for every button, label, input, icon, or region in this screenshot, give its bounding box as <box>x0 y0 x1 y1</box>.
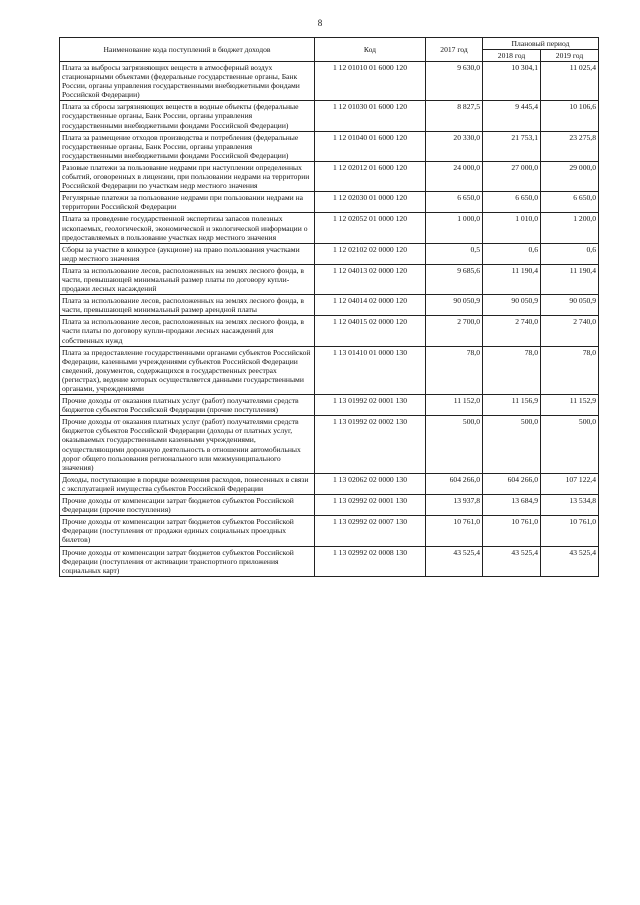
row-value-2018: 13 684,9 <box>483 495 541 516</box>
row-value-2019: 11 025,4 <box>541 62 599 101</box>
row-value-2019: 29 000,0 <box>541 161 599 191</box>
row-value-2017: 6 650,0 <box>426 192 483 213</box>
row-value-2018: 6 650,0 <box>483 192 541 213</box>
table-row <box>60 546 599 576</box>
row-name: Прочие доходы от компенсации затрат бюджетов субъектов Российской Федерации (поступления от активации транспортного приложения социальных карт) <box>60 546 315 576</box>
row-value-2017: 9 630,0 <box>426 62 483 101</box>
table-row <box>60 516 599 546</box>
row-code: 1 13 02992 02 0001 130 <box>315 495 426 516</box>
row-name: Плата за предоставление государственными органами субъектов Российской Федерации, казенными учреждениями субъектов Российской Федерации сведений, документов, содержащихся в государственных реестрах (регистрах), ведение которых осуществляется данными государственными органами, учреждениями <box>60 346 315 394</box>
row-value-2019: 78,0 <box>541 346 599 394</box>
row-code: 1 13 01992 02 0002 130 <box>315 416 426 474</box>
row-value-2018: 9 445,4 <box>483 101 541 131</box>
row-name: Регулярные платежи за пользование недрами при пользовании недрами на территории Российской Федерации <box>60 192 315 213</box>
row-value-2019: 2 740,0 <box>541 316 599 346</box>
row-code: 1 13 01992 02 0001 130 <box>315 395 426 416</box>
row-name: Плата за проведение государственной экспертизы запасов полезных ископаемых, геологической, экономической и экологической информации о предоставляемых в пользование участках недр местного значения <box>60 213 315 243</box>
row-code: 1 12 02052 01 0000 120 <box>315 213 426 243</box>
row-value-2019: 13 534,8 <box>541 495 599 516</box>
row-name: Плата за сбросы загрязняющих веществ в водные объекты (федеральные государственные органы, Банк России, органы управления государственными внебюджетными фондами Российской Федерации) <box>60 101 315 131</box>
row-value-2017: 604 266,0 <box>426 473 483 494</box>
row-value-2019: 11 190,4 <box>541 264 599 294</box>
row-value-2019: 10 106,6 <box>541 101 599 131</box>
row-name: Прочие доходы от компенсации затрат бюджетов субъектов Российской Федерации (поступления от продажи единых социальных проездных билетов) <box>60 516 315 546</box>
row-value-2018: 500,0 <box>483 416 541 474</box>
row-value-2018: 27 000,0 <box>483 161 541 191</box>
table-row <box>60 62 599 101</box>
table-row <box>60 395 599 416</box>
row-value-2017: 11 152,0 <box>426 395 483 416</box>
row-code: 1 13 01410 01 0000 130 <box>315 346 426 394</box>
row-value-2018: 0,6 <box>483 243 541 264</box>
row-value-2019: 500,0 <box>541 416 599 474</box>
row-value-2019: 43 525,4 <box>541 546 599 576</box>
row-value-2017: 2 700,0 <box>426 316 483 346</box>
row-code: 1 12 01010 01 6000 120 <box>315 62 426 101</box>
row-code: 1 12 04015 02 0000 120 <box>315 316 426 346</box>
row-name: Плата за использование лесов, расположенных на землях лесного фонда, в части, превышающей минимальный размер арендной платы <box>60 295 315 316</box>
row-value-2017: 1 000,0 <box>426 213 483 243</box>
row-code: 1 12 02012 01 6000 120 <box>315 161 426 191</box>
row-value-2019: 11 152,9 <box>541 395 599 416</box>
table-row <box>60 346 599 394</box>
row-name: Плата за использование лесов, расположенных на землях лесного фонда, в части, превышающей минимальный размер платы по договору купли-продажи лесных насаждений <box>60 264 315 294</box>
row-value-2018: 10 761,0 <box>483 516 541 546</box>
row-value-2018: 43 525,4 <box>483 546 541 576</box>
row-value-2018: 21 753,1 <box>483 131 541 161</box>
row-code: 1 13 02062 02 0000 130 <box>315 473 426 494</box>
row-code: 1 12 04014 02 0000 120 <box>315 295 426 316</box>
table-row <box>60 101 599 131</box>
row-value-2019: 23 275,8 <box>541 131 599 161</box>
header-plan-period: Плановый период <box>483 38 599 50</box>
revenue-table <box>59 37 599 577</box>
row-name: Сборы за участие в конкурсе (аукционе) на право пользования участками недр местного значения <box>60 243 315 264</box>
row-value-2018: 11 190,4 <box>483 264 541 294</box>
table-row <box>60 416 599 474</box>
row-value-2019: 0,6 <box>541 243 599 264</box>
row-value-2017: 90 050,9 <box>426 295 483 316</box>
table-row <box>60 473 599 494</box>
table-row <box>60 243 599 264</box>
row-value-2018: 90 050,9 <box>483 295 541 316</box>
row-code: 1 13 02992 02 0007 130 <box>315 516 426 546</box>
row-value-2019: 10 761,0 <box>541 516 599 546</box>
table-row <box>60 295 599 316</box>
header-2019: 2019 год <box>541 50 599 62</box>
row-value-2019: 90 050,9 <box>541 295 599 316</box>
table-row <box>60 131 599 161</box>
table-row <box>60 213 599 243</box>
row-value-2017: 9 685,6 <box>426 264 483 294</box>
row-value-2018: 604 266,0 <box>483 473 541 494</box>
row-value-2018: 2 740,0 <box>483 316 541 346</box>
row-name: Доходы, поступающие в порядке возмещения расходов, понесенных в связи с эксплуатацией имущества субъектов Российской Федерации <box>60 473 315 494</box>
header-2018: 2018 год <box>483 50 541 62</box>
table-row <box>60 316 599 346</box>
row-value-2018: 1 010,0 <box>483 213 541 243</box>
header-code: Код <box>315 38 426 62</box>
row-value-2017: 0,5 <box>426 243 483 264</box>
row-value-2017: 8 827,5 <box>426 101 483 131</box>
row-code: 1 12 02030 01 0000 120 <box>315 192 426 213</box>
row-value-2017: 43 525,4 <box>426 546 483 576</box>
row-value-2017: 10 761,0 <box>426 516 483 546</box>
table-row <box>60 192 599 213</box>
header-2017: 2017 год <box>426 38 483 62</box>
row-value-2018: 11 156,9 <box>483 395 541 416</box>
row-value-2017: 20 330,0 <box>426 131 483 161</box>
row-code: 1 12 01030 01 6000 120 <box>315 101 426 131</box>
row-name: Прочие доходы от компенсации затрат бюджетов субъектов Российской Федерации (прочие поступления) <box>60 495 315 516</box>
header-name: Наименование кода поступлений в бюджет доходов <box>60 38 315 62</box>
row-value-2018: 10 304,1 <box>483 62 541 101</box>
row-value-2019: 107 122,4 <box>541 473 599 494</box>
row-code: 1 13 02992 02 0008 130 <box>315 546 426 576</box>
row-code: 1 12 04013 02 0000 120 <box>315 264 426 294</box>
table-row <box>60 161 599 191</box>
table-row <box>60 495 599 516</box>
row-name: Плата за размещение отходов производства и потребления (федеральные государственные органы, Банк России, органы управления государственными внебюджетными фондами Российской Федерации) <box>60 131 315 161</box>
row-name: Плата за использование лесов, расположенных на землях лесного фонда, в части платы по договору купли-продажи лесных насаждений для собственных нужд <box>60 316 315 346</box>
row-value-2017: 500,0 <box>426 416 483 474</box>
row-value-2018: 78,0 <box>483 346 541 394</box>
row-code: 1 12 02102 02 0000 120 <box>315 243 426 264</box>
row-code: 1 12 01040 01 6000 120 <box>315 131 426 161</box>
row-value-2017: 78,0 <box>426 346 483 394</box>
row-value-2017: 13 937,8 <box>426 495 483 516</box>
row-name: Прочие доходы от оказания платных услуг (работ) получателями средств бюджетов субъектов Российской Федерации (доходы от платных услуг, оказываемых государственными казенными учреждениями, осуществляющими дорожную деятельность в отношении автомобильных дорог общего пользования регионального или межмуниципального значения) <box>60 416 315 474</box>
row-value-2019: 6 650,0 <box>541 192 599 213</box>
table-row <box>60 264 599 294</box>
page-number: 8 <box>317 18 323 28</box>
row-name: Прочие доходы от оказания платных услуг (работ) получателями средств бюджетов субъектов Российской Федерации (прочие поступления) <box>60 395 315 416</box>
row-value-2019: 1 200,0 <box>541 213 599 243</box>
row-name: Разовые платежи за пользование недрами при наступлении определенных событий, оговоренных в лицензии, при пользовании недрами на территории Российской Федерации по участкам недр местного значения <box>60 161 315 191</box>
row-name: Плата за выбросы загрязняющих веществ в атмосферный воздух стационарными объектами (федеральные государственные органы, Банк России, органы управления государственными внебюджетными фондами Российской Федерации) <box>60 62 315 101</box>
row-value-2017: 24 000,0 <box>426 161 483 191</box>
